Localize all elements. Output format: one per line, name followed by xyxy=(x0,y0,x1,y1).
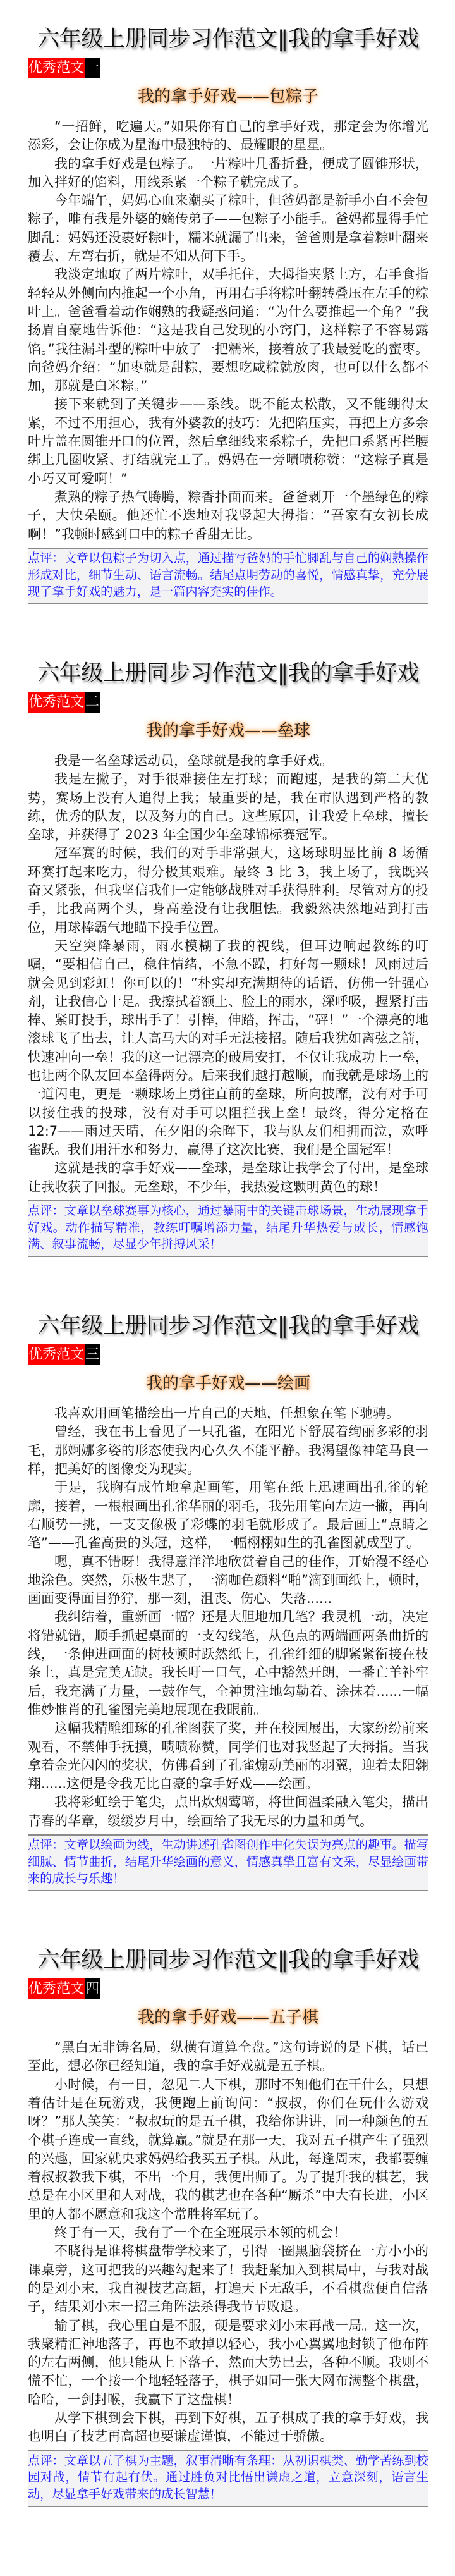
essay-subtitle: 我的拿手好戏——包粽子 xyxy=(137,87,318,106)
badge-label: 优秀范文 xyxy=(28,58,85,78)
page-title: 六年级上册同步习作范文‖我的拿手好戏 xyxy=(37,660,419,686)
essay-badge xyxy=(28,58,100,78)
page-title: 六年级上册同步习作范文‖我的拿手好戏 xyxy=(37,1947,419,1973)
essay-body xyxy=(28,1404,428,1831)
badge-number: 三 xyxy=(85,1344,100,1365)
essay-section xyxy=(28,27,428,604)
paragraph: 天空突降暴雨，雨水模糊了我的视线，但耳边响起教练的叮嘱，“要相信自己，稳住情绪，不急不躁，打好每一颗球！风雨过后就会见到彩虹！你可以的！”朴实却充满期待的话语，仿佛一针强心剂，让我信心十足。我擦拭着额上、脸上的雨水，深呼吸，握紧打击棒、紧盯投手，球出手了！引棒，伸踏，挥击，“砰！”一个漂亮的地滚球飞了出去，让人高马大的对手无法接招。随后我犹如离弦之箭，快速冲向一垒！我的这一记漂亮的破局安打，不仅让我成功上一垒，也让两个队友回本垒得两分。后来我们越打越顺，而我就是球场上的一道闪电，更是一颗球场上勇往直前的垒球，所向披靡，没有对手可以接住我的投球，没有对手可以阻拦我上垒！最终，得分定格在 12:7——雨过天晴，在夕阳的余晖下，我与队友们相拥而泣，欢呼雀跃。我们用汗水和努力，赢得了这次比赛，我们是全国冠军！ xyxy=(28,938,428,1158)
essay-badge xyxy=(28,1344,100,1365)
paragraph: 我是左撇子，对手很难接住左打球；而跑速，是我的第二大优势，赛场上没有人追得上我；最重要的是，我在市队遇到严格的教练，优秀的队友，以及努力的自己。这些原因，让我爱上垒球，擅长垒球，并获得了 2023 年全国少年垒球锦标赛冠军。 xyxy=(28,771,428,843)
paragraph: 煮熟的粽子热气腾腾，粽香扑面而来。爸爸剥开一个墨绿色的粽子，大快朵颐。他还忙不迭地对我竖起大拇指：“吾家有女初长成啊！”我顿时感到口中的粽子香甜无比。 xyxy=(28,489,428,542)
paragraph: 从学下棋到会下棋，再到下好棋，五子棋成了我的拿手好戏，我也明白了技艺再高超也要谦虚谨慎，不能过于骄傲。 xyxy=(28,2410,428,2444)
comment-box xyxy=(28,548,428,604)
essay-subtitle: 我的拿手好戏——垒球 xyxy=(145,721,310,740)
essay-section xyxy=(28,1313,428,1891)
page-title: 六年级上册同步习作范文‖我的拿手好戏 xyxy=(37,27,419,52)
comment-box xyxy=(28,1834,428,1891)
paragraph: 小时候，有一日，忽见二人下棋，那时不知他们在干什么，只想着估计是在玩游戏，我便跑上前询问：“叔叔，你们在玩什么游戏呀？”那人笑笑：“叔叔玩的是五子棋，我给你讲讲，同一种颜色的五个棋子连成一直线，就算赢。”就是在那一天，我对五子棋产生了强烈的兴趣，回家就央求妈妈给我买五子棋。从此，每逢周末，我都要缠着叔叔教我下棋，不出一个月，我便出师了。为了提升我的棋艺，我总是在小区里和人对战，我的棋艺也在各种“厮杀”中大有长进，小区里的人都不愿意和我这个常胜将军玩了。 xyxy=(28,2076,428,2222)
comment-text: 点评：文章以绘画为线，生动讲述孔雀图创作中化失误为亮点的趣事。描写细腻、情节曲折，结尾升华绘画的意义，情感真挚且富有文采，尽显绘画带来的成长与乐趣！ xyxy=(28,1837,428,1886)
paragraph: 我是一名垒球运动员，垒球就是我的拿手好戏。 xyxy=(54,752,333,768)
essay-body xyxy=(28,752,428,1196)
paragraph: 我将彩虹绘于笔尖，点出炊烟莺啼，将世间温柔融入笔尖，描出青春的华章，缓缓岁月中，绘画给了我无尽的力量和勇气。 xyxy=(28,1794,428,1829)
comment-box xyxy=(28,1200,428,1257)
paragraph: 终于有一天，我有了一个在全班展示本领的机会！ xyxy=(54,2225,346,2241)
badge-label: 优秀范文 xyxy=(28,1978,85,1999)
essay-section xyxy=(28,661,428,1257)
paragraph: 这就是我的拿手好戏——垒球，是垒球让我学会了付出，是垒球让我收获了回报。无垒球，不少年，我热爱这颗明黄色的球！ xyxy=(28,1160,428,1194)
paragraph: 于是，我胸有成竹地拿起画笔，用笔在纸上迅速画出孔雀的轮廓，接着，一根根画出孔雀华丽的羽毛，我先用笔向左边一撇，再向右顺势一挑，一支支像极了彩蝶的羽毛就形成了。最后画上“点睛之笔”——孔雀高贵的头冠，这样，一幅栩栩如生的孔雀图就成型了。 xyxy=(28,1480,428,1551)
paragraph: 我淡定地取了两片粽叶，双手托住，大拇指夹紧上方，右手食指轻轻从外侧向内推起一个小角，再用右手将粽叶翻转叠压在左手的粽叶上。爸爸看着动作娴熟的我疑惑问道：“为什么要推起一个角？”我扬眉自豪地告诉他：“这是我自己发现的小窍门，这样粽子不容易露馅。”我往漏斗型的粽叶中放了一把糯米，接着放了我最爱吃的蜜枣。向爸妈介绍：“加枣就是甜粽，要想吃咸粽就放肉，也可以什么都不加，那就是白米粽。” xyxy=(28,267,428,394)
badge-number: 一 xyxy=(85,58,100,78)
essay-body xyxy=(28,118,428,544)
comment-box xyxy=(28,2450,428,2507)
essay-badge xyxy=(28,1978,100,1999)
paragraph: 这幅我精雕细琢的孔雀图获了奖，并在校园展出，大家纷纷前来观看，不禁伸手抚摸，啧啧称赞，同学们也对我竖起了大拇指。当我拿着金光闪闪的奖状，仿佛看到了孔雀煽动美丽的羽翼，迎着太阳翱翔......这便是令我无比自豪的拿手好戏——绘画。 xyxy=(28,1720,428,1792)
paragraph: “黑白无非铸名局，纵横有道算全盘。”这句诗说的是下棋，话已至此，想必你已经知道，我的拿手好戏就是五子棋。 xyxy=(28,2040,428,2074)
comment-text: 点评：文章以包粽子为切入点，通过描写爸妈的手忙脚乱与自己的娴熟操作形成对比，细节生动、语言流畅。结尾点明劳动的喜悦，情感真挚，充分展现了拿手好戏的魅力，是一篇内容充实的佳作。 xyxy=(28,550,428,599)
paragraph: 冠军赛的时候，我们的对手非常强大，这场球明显比前 8 场循环赛打起来吃力，得分极其艰难。最终 3 比 3，我上场了，我既兴奋又紧张，但我坚信我们一定能够战胜对手获得胜利。尽管对方的投手，比我高两个头，身高差没有让我胆怯。我毅然决然地站到打击位，用球棒霸气地瞄下投手位置。 xyxy=(28,845,428,935)
paragraph: 我喜欢用画笔描绘出一片自己的天地，任想象在笔下驰骋。 xyxy=(54,1406,399,1421)
paragraph: 曾经，我在书上看见了一只孔雀，在阳光下舒展着绚丽多彩的羽毛，那婀娜多姿的形态使我内心久久不能平静。我渴望像神笔马良一样，把美好的图像变为现实。 xyxy=(28,1424,428,1477)
article-page xyxy=(28,0,428,2531)
paragraph: 我纠结着，重新画一幅？还是大胆地加几笔？我灵机一动，决定将错就错，顺手抓起桌面的一支勾线笔，从色点的两端画两条曲折的线，一条伸进画面的树枝顿时跃然纸上，孔雀纤细的脚紧紧衔接在枝条上，真是完美无缺。我长吁一口气，心中豁然开朗，一番亡羊补牢后，我充满了力量，一鼓作气，全神贯注地勾勒着、涂抹着......一幅惟妙惟肖的孔雀图完美地展现在我眼前。 xyxy=(28,1609,428,1717)
badge-number: 二 xyxy=(85,692,100,713)
badge-label: 优秀范文 xyxy=(28,692,85,713)
comment-text: 点评：文章以五子棋为主题，叙事清晰有条理：从初识棋类、勤学苦练到校园对战，情节有起有伏。通过胜负对比悟出谦虚之道，立意深刻，语言生动，尽显拿手好戏带来的成长智慧！ xyxy=(28,2453,428,2502)
essay-badge xyxy=(28,692,100,713)
page-title: 六年级上册同步习作范文‖我的拿手好戏 xyxy=(37,1313,419,1339)
paragraph: “一招鲜，吃遍天。”如果你有自己的拿手好戏，那定会为你增光添彩，会让你成为星海中最独特的、最耀眼的星星。 xyxy=(28,119,428,153)
badge-label: 优秀范文 xyxy=(28,1344,85,1365)
paragraph: 嗯，真不错呀！我得意洋洋地欣赏着自己的佳作，开始漫不经心地涂色。突然，乐极生悲了，一滴咖色颜料“啪”滴到画纸上，顿时，画面变得面目狰狞，那一刻，沮丧、伤心、失落...... xyxy=(28,1554,428,1607)
paragraph: 输了棋，我心里自是不服，硬是要求刘小末再战一局。这一次，我聚精汇神地落子，再也不敢掉以轻心，我小心翼翼地封锁了他布阵的左右两侧，他只能从上下落子，然而大势已去，各种不顺。我则不慌不忙，一个接一个地轻轻落子，棋子如同一张大网布满整个棋盘，哈哈，一剑封喉，我赢下了这盘棋！ xyxy=(28,2317,428,2407)
essay-subtitle: 我的拿手好戏——绘画 xyxy=(145,1374,310,1394)
badge-number: 四 xyxy=(85,1978,100,1999)
paragraph: 接下来就到了关键步——系线。既不能太松散，又不能绷得太紧，不过不用担心，我有外婆教的技巧：先把陷压实，再把上方多余叶片盖在圆锥开口的位置，然后拿细线来系粽子，先把口系紧再拦腰绑上几圈收紧、打结就完工了。妈妈在一旁啧啧称赞：“这粽子真是小巧又可爱啊！” xyxy=(28,396,428,486)
paragraph: 我的拿手好戏是包粽子。一片粽叶几番折叠，便成了圆锥形状，加入拌好的馅料，用线系紧一个粽子就完成了。 xyxy=(28,156,428,190)
comment-text: 点评：文章以垒球赛事为核心，通过暴雨中的关键击球场景，生动展现拿手好戏。动作描写精准，教练叮嘱增添力量，结尾升华热爱与成长，情感饱满、叙事流畅，尽显少年拼搏风采！ xyxy=(28,1203,428,1252)
essay-subtitle: 我的拿手好戏——五子棋 xyxy=(137,2008,318,2028)
paragraph: 不晓得是谁将棋盘带学校来了，引得一圈黑脑袋挤在一方小小的课桌旁，这可把我的兴趣勾起来了！我赶紧加入到棋局中，与我对战的是刘小末，我自视技艺高超，打遍天下无敌手，不看棋盘便自信落子，结果刘小末一招三角阵法杀得我节节败退。 xyxy=(28,2243,428,2315)
paragraph: 今年端午，妈妈心血来潮买了粽叶，但爸妈都是新手小白不会包粽子，唯有我是外婆的嫡传弟子——包粽子小能手。爸妈都显得手忙脚乱：妈妈还没裹好粽叶，糯米就漏了出来，爸爸则是拿着粽叶翻来覆去、左弯右折，就是不知从何下手。 xyxy=(28,193,428,264)
essay-section xyxy=(28,1947,428,2507)
essay-body xyxy=(28,2039,428,2446)
